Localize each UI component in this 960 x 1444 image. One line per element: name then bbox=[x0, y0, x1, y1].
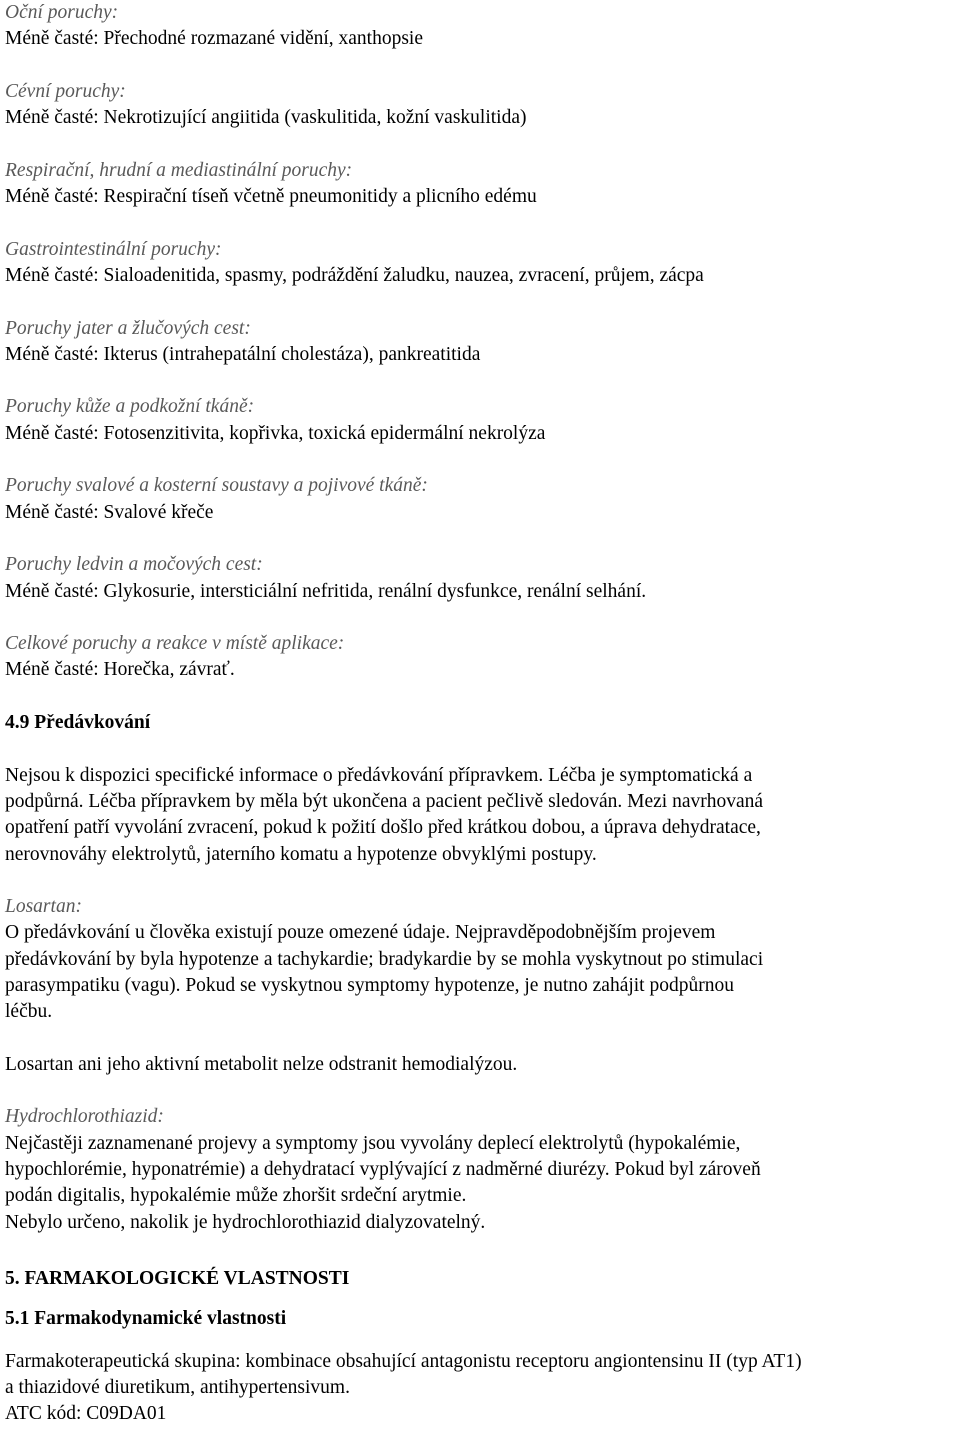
text-line: hypochlorémie, hyponatrémie) a dehydratací vyplývající z nadměrné diurézy. Pokud byl zároveň bbox=[5, 1159, 761, 1181]
overdose-heading: 4.9 Předávkování bbox=[5, 712, 151, 734]
category-respiratory: Respirační, hrudní a mediastinální poruchy: bbox=[5, 159, 353, 181]
text-line: podpůrná. Léčba přípravkem by měla být ukončena a pacient pečlivě sledován. Mezi navrhovaná bbox=[5, 790, 764, 812]
hctz-paragraph bbox=[5, 1131, 960, 1236]
category-general: Celkové poruchy a reakce v místě aplikace: bbox=[5, 633, 345, 655]
category-skin: Poruchy kůže a podkožní tkáně: bbox=[5, 396, 255, 418]
hctz-label: Hydrochlorothiazid: bbox=[5, 1106, 164, 1128]
text-line: nerovnováhy elektrolytů, jaterního komatu a hypotenze obvyklými postupy. bbox=[5, 843, 597, 865]
pharmacology-heading: 5. FARMAKOLOGICKÉ VLASTNOSTI bbox=[5, 1267, 350, 1289]
effect-line-renal: Méně časté: Glykosurie, intersticiální nefritida, renální dysfunkce, renální selhání. bbox=[5, 580, 647, 602]
document-page bbox=[5, 0, 960, 1427]
text-line: O předávkování u člověka existují pouze omezené údaje. Nejpravděpodobnějším projevem bbox=[5, 922, 716, 944]
text-line: předávkování by byla hypotenze a tachykardie; bradykardie by se mohla vyskytnout po stimulaci bbox=[5, 948, 764, 970]
effect-line-skin: Méně časté: Fotosenzitivita, kopřivka, toxická epidermální nekrolýza bbox=[5, 422, 546, 444]
effect-line-vascular: Méně časté: Nekrotizující angiitida (vaskulitida, kožní vaskulitida) bbox=[5, 107, 527, 129]
atc-code-line: ATC kód: C09DA01 bbox=[5, 1403, 167, 1425]
category-hepatobiliary: Poruchy jater a žlučových cest: bbox=[5, 317, 251, 339]
effect-line-gastrointestinal: Méně časté: Sialoadenitida, spasmy, podráždění žaludku, nauzea, zvracení, průjem, zácpa bbox=[5, 264, 704, 286]
losartan-paragraph bbox=[5, 920, 960, 1025]
category-renal: Poruchy ledvin a močových cest: bbox=[5, 554, 263, 576]
text-line: Farmakoterapeutická skupina: kombinace obsahující antagonistu receptoru angiontensinu II (typ AT1) bbox=[5, 1350, 802, 1372]
pharmacology-paragraph bbox=[5, 1349, 960, 1428]
losartan-dialysis-line: Losartan ani jeho aktivní metabolit nelze odstranit hemodialýzou. bbox=[5, 1053, 518, 1075]
losartan-label: Losartan: bbox=[5, 896, 82, 918]
category-gastrointestinal: Gastrointestinální poruchy: bbox=[5, 238, 222, 260]
effect-line-respiratory: Méně časté: Respirační tíseň včetně pneumonitidy a plicního edému bbox=[5, 186, 537, 208]
text-line: opatření patří vyvolání zvracení, pokud k požití došlo před krátkou dobou, a úprava dehydratace, bbox=[5, 817, 761, 839]
text-line: parasympatiku (vagu). Pokud se vyskytnou symptomy hypotenze, je nutno zahájit podpůrnou bbox=[5, 974, 734, 996]
text-line: Nebylo určeno, nakolik je hydrochlorothiazid dialyzovatelný. bbox=[5, 1211, 486, 1233]
category-vascular: Cévní poruchy: bbox=[5, 80, 126, 102]
effect-line-musculoskeletal: Méně časté: Svalové křeče bbox=[5, 501, 214, 523]
category-musculoskeletal: Poruchy svalové a kosterní soustavy a pojivové tkáně: bbox=[5, 475, 428, 497]
text-line: podán digitalis, hypokalémie může zhoršit srdeční arytmie. bbox=[5, 1185, 467, 1207]
text-line: Nejčastěji zaznamenané projevy a symptomy jsou vyvolány deplecí elektrolytů (hypokalémie, bbox=[5, 1132, 741, 1154]
text-line: léčbu. bbox=[5, 1001, 53, 1023]
effect-line-eye: Méně časté: Přechodné rozmazané vidění, xanthopsie bbox=[5, 28, 424, 50]
overdose-intro-paragraph bbox=[5, 763, 960, 868]
text-line: a thiazidové diuretikum, antihypertensivum. bbox=[5, 1376, 350, 1398]
text-line: Nejsou k dispozici specifické informace o předávkování přípravkem. Léčba je symptomatická a bbox=[5, 764, 753, 786]
effect-line-general: Méně časté: Horečka, závrať. bbox=[5, 659, 235, 681]
pharmacodynamics-subheading: 5.1 Farmakodynamické vlastnosti bbox=[5, 1308, 287, 1330]
category-eye: Oční poruchy: bbox=[5, 2, 119, 23]
effect-line-hepatobiliary: Méně časté: Ikterus (intrahepatální cholestáza), pankreatitida bbox=[5, 343, 481, 365]
